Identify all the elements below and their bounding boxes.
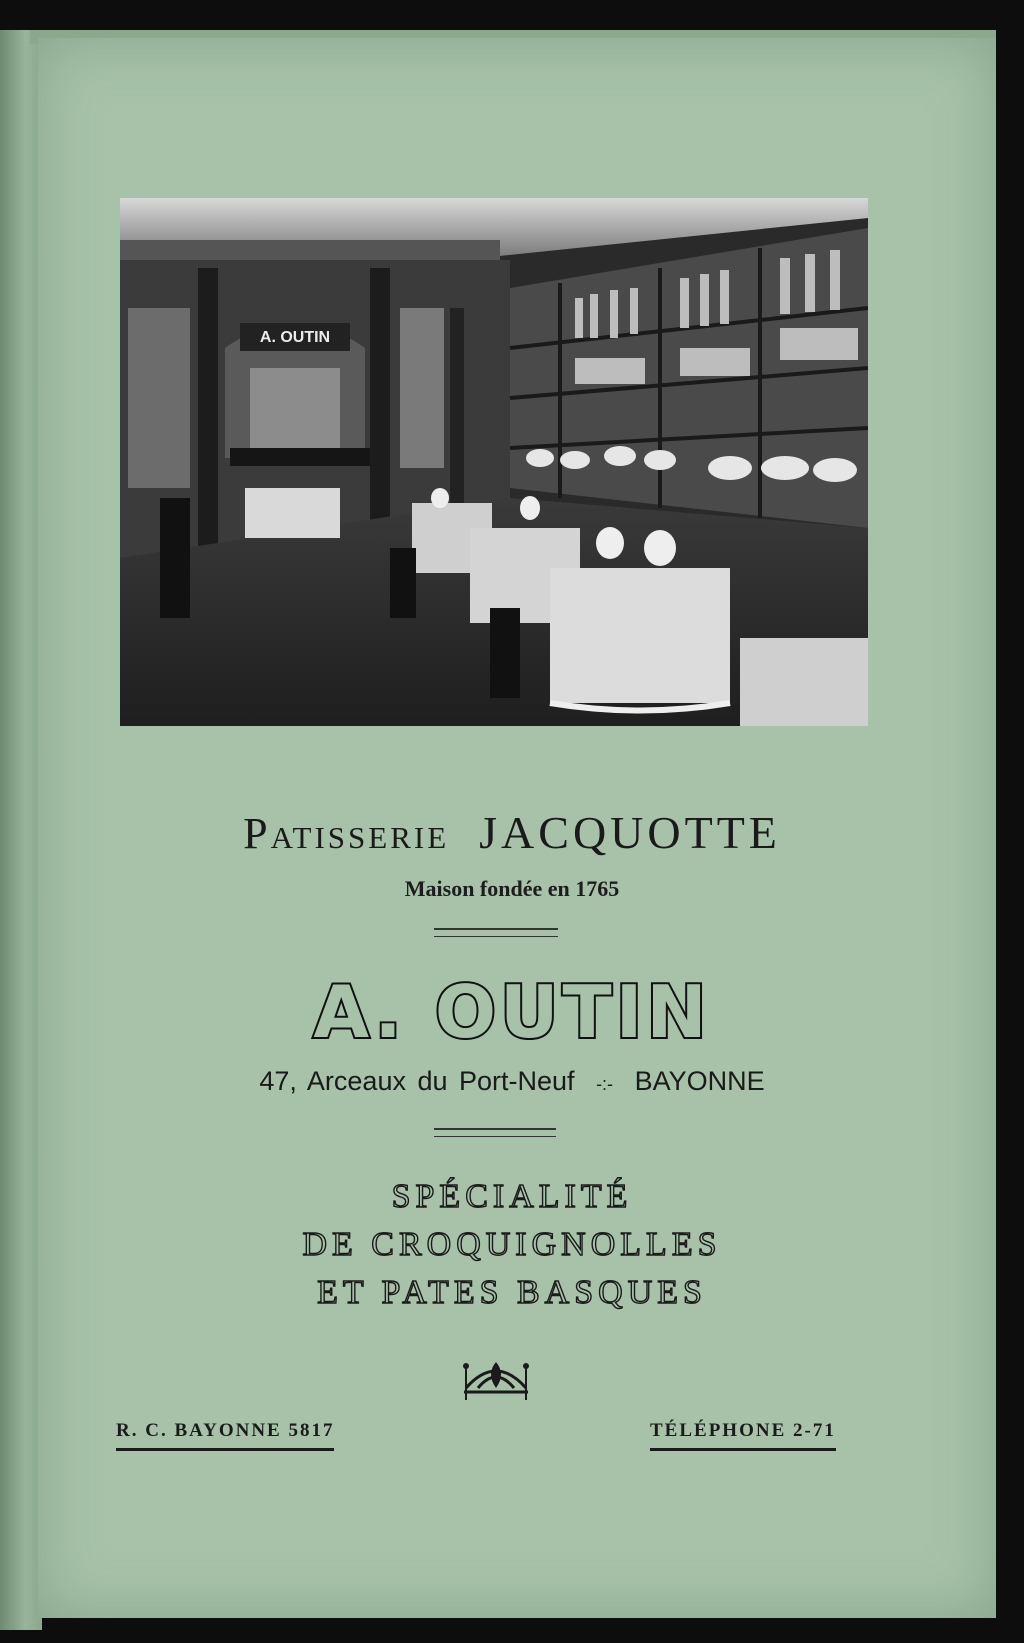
divider-bottom (434, 1128, 556, 1137)
specialty-line-1: SPÉCIALITÉ (391, 1178, 633, 1215)
shop-sign: A. OUTIN (259, 329, 331, 346)
title-prefix: Patisserie (243, 809, 450, 858)
divider-top (434, 928, 558, 937)
specialty-line-3: ET PATES BASQUES (317, 1274, 707, 1311)
title-name: JACQUOTTE (479, 807, 781, 858)
ornament-icon (456, 1348, 536, 1409)
telephone: TÉLÉPHONE 2-71 (650, 1420, 836, 1451)
address (0, 1066, 1024, 1097)
owner-name: A. OUTIN (313, 970, 711, 1054)
address-separator: -:- (596, 1074, 614, 1094)
founded-line: Maison fondée en 1765 (404, 876, 620, 901)
registry-number: R. C. BAYONNE 5817 (116, 1420, 334, 1451)
address-city: BAYONNE (634, 1066, 765, 1096)
shop-title (0, 806, 1024, 859)
address-street: 47, Arceaux du Port-Neuf (259, 1066, 575, 1096)
shop-interior-photo (120, 198, 868, 726)
specialty-line-2: DE CROQUIGNOLLES (302, 1226, 722, 1263)
